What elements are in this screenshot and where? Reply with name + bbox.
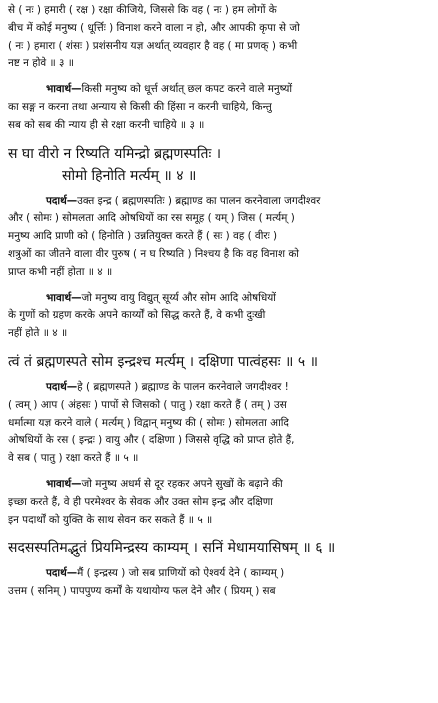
- paragraph-verse3-end: [8, 2, 432, 73]
- text-line: ओषधियों के रस ( इन्द्रः ) वायु और ( दक्षिणा ) जिससे वृद्धि को प्राप्त होते हैं,: [8, 434, 295, 447]
- padarth-4: [8, 193, 432, 282]
- text-line: सब को सब की न्याय ही से रक्षा करनी चाहिये ॥ ३ ॥: [8, 118, 205, 131]
- mantra-line: स घा वीरो न रिष्यति यमिन्द्रो ब्रह्मणस्पतिः ।: [8, 145, 222, 162]
- mantra-line: सदसस्पतिमद्भुतं प्रियमिन्द्रस्य काम्यम् । सनिं मेधामयासिषम् ॥ ६ ॥: [8, 540, 336, 557]
- text-line: वे सब ( पातु ) रक्षा करते हैं ॥ ५ ॥: [8, 452, 139, 465]
- text-line: उक्त इन्द्र ( ब्रह्मणस्पतिः ) ब्रह्माण्ड का पालन करनेवाला जगदीश्वर: [77, 194, 321, 207]
- text-line: नहीं होते ॥ ४ ॥: [8, 327, 68, 340]
- text-line: ( त्वम् ) आप ( अंहसः ) पापों से जिसको ( पातु ) रक्षा करते हैं ( तम् ) उस: [8, 398, 287, 411]
- bhavarth-label: भावार्थ—: [46, 477, 82, 490]
- text-line: मनुष्य आदि प्राणी को ( हिनोति ) उन्नतियुक्त करते हैं ( सः ) वह ( वीरः ): [8, 230, 278, 243]
- text-line: ( नः ) हमारा ( शंसः ) प्रशंसनीय यज्ञ अर्थात् व्यवहार है वह ( मा प्रणक् ) कभी: [8, 39, 298, 52]
- text-line: किसी मनुष्य को धूर्त्त अर्थात् छल कपट करने वाले मनुष्यों: [81, 83, 293, 96]
- mantra-line: सोमो हिनोति मर्त्यम् ॥ ४ ॥: [62, 167, 197, 184]
- mantra-4: [8, 143, 432, 187]
- text-line: बीच में कोई मनुष्य ( धूर्त्तिः ) विनाश करने वाला न हो, और आपकी कृपा से जो: [8, 21, 300, 34]
- padarth-label: पदार्थ—: [46, 194, 78, 207]
- text-line: शत्रुओं का जीतने वाला वीर पुरुष ( न घ रिष्यति ) निश्चय है कि वह विनाश को: [8, 247, 299, 260]
- text-line: जो मनुष्य अधर्म से दूर रहकर अपने सुखों के बढ़ाने की: [81, 477, 283, 490]
- text-line: से ( नः ) हमारी ( रक्ष ) रक्षा कीजिये, जिससे कि वह ( नः ) हम लोगों के: [8, 4, 277, 16]
- text-line: और ( सोमः ) सोमलता आदि ओषधियों का रस समूह ( यम् ) जिस ( मर्त्यम् ): [8, 212, 295, 225]
- text-line: उत्तम ( सनिम् ) पापपुण्य कर्मों के यथायोग्य फल देने और ( प्रियम् ) सब: [8, 585, 276, 598]
- text-line: जो मनुष्य वायु विद्युत् सूर्य्य और सोम आदि ओषधियों: [81, 291, 276, 304]
- text-line: मैं ( इन्द्रस्य ) जो सब प्राणियों को ऐश्वर्य देने ( काम्यम् ): [77, 567, 285, 580]
- text-line: प्राप्त कभी नहीं होता ॥ ४ ॥: [8, 265, 113, 278]
- bhavarth-4: [8, 290, 432, 343]
- mantra-5: [8, 351, 432, 373]
- bhavarth-label: भावार्थ—: [46, 83, 82, 96]
- mantra-line: त्वं तं ब्रह्मणस्पते सोम इन्द्रश्च मर्त्यम् । दक्षिणा पात्वंहसः ॥ ५ ॥: [8, 353, 318, 370]
- text-line: का सङ्ग न करना तथा अन्याय से किसी की हिंसा न करनी चाहिये, किन्तु: [8, 100, 272, 113]
- bhavarth-5: [8, 476, 432, 529]
- padarth-6: [8, 565, 432, 601]
- padarth-5: [8, 379, 432, 468]
- text-line: धर्मात्मा यज्ञ करने वाले ( मर्त्यम् ) विद्वान् मनुष्य की ( सोमः ) सोमलता आदि: [8, 416, 289, 429]
- text-line: नष्ट न होवे ॥ ३ ॥: [8, 57, 74, 70]
- padarth-label: पदार्थ—: [46, 567, 78, 580]
- padarth-label: पदार्थ—: [46, 380, 78, 393]
- bhavarth-label: भावार्थ—: [46, 291, 82, 304]
- bhavarth-3: [8, 81, 432, 134]
- mantra-6: [8, 537, 432, 559]
- text-line: हे ( ब्रह्मणस्पते ) ब्रह्माण्ड के पालन करनेवाले जगदीश्वर !: [77, 380, 289, 393]
- text-line: के गुणों को ग्रहण करके अपने कार्य्यों को सिद्ध करते हैं, वे कभी दुःखी: [8, 309, 266, 322]
- text-line: इच्छा करते हैं, वे ही परमेश्वर के सेवक और उक्त सोम इन्द्र और दक्षिणा: [8, 495, 273, 508]
- text-line: इन पदार्थों को युक्ति के साथ सेवन कर सकते हैं ॥ ५ ॥: [8, 513, 213, 526]
